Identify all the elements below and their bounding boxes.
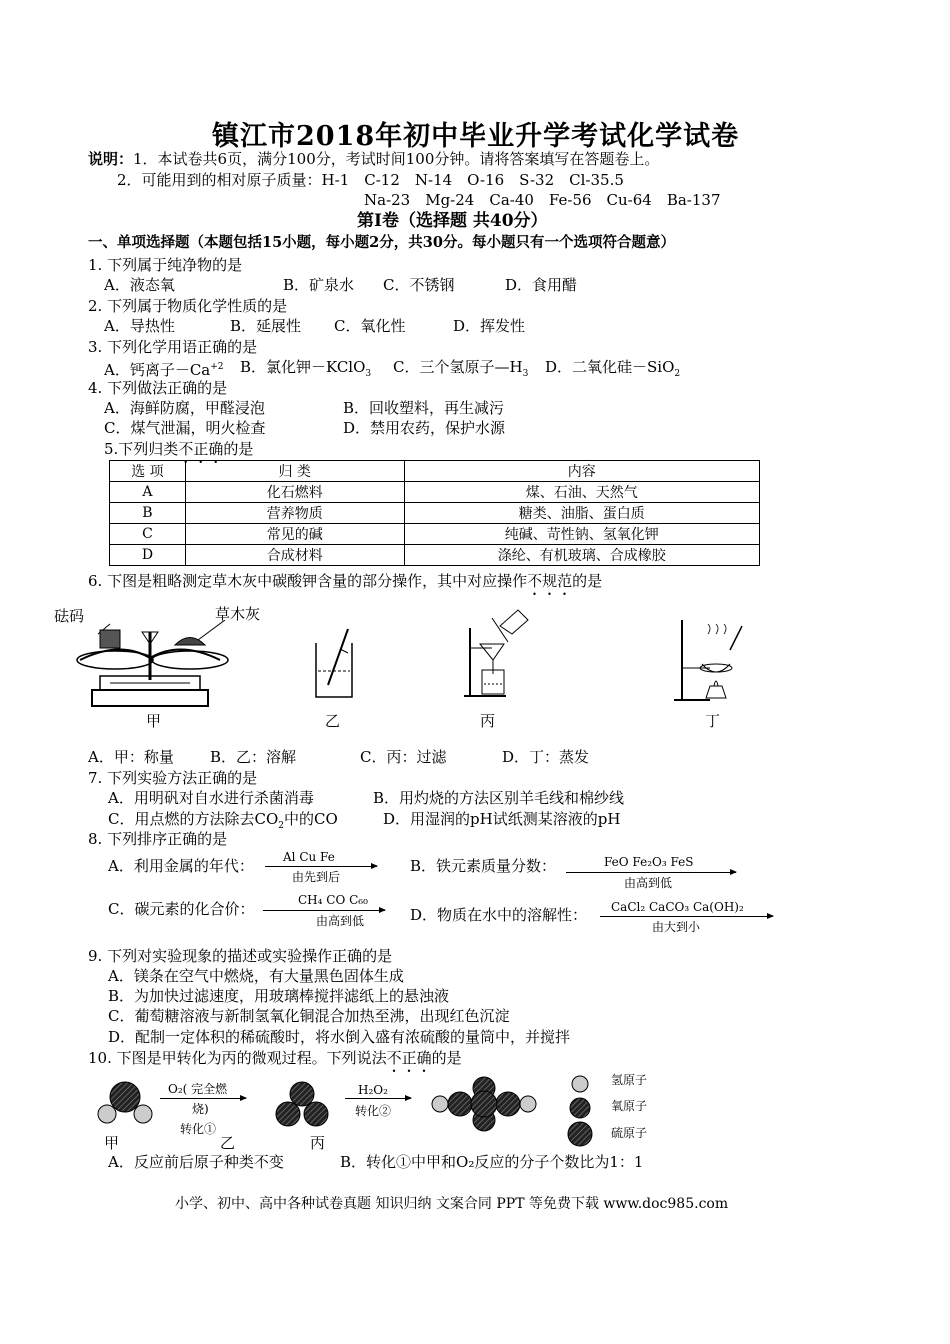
q4-stem: 4. 下列做法正确的是 (88, 379, 228, 397)
table-cell: 纯碱、苛性钠、氢氧化钾 (404, 524, 759, 545)
q8-option-a-label: A．利用金属的年代： (108, 857, 254, 875)
table-cell: 化石燃料 (185, 482, 404, 503)
q3-option-a (104, 358, 224, 379)
label-jia: 甲 (146, 712, 162, 730)
q7-option-d: D．用湿润的pH试纸测某溶液的pH (383, 810, 621, 828)
table-cell: 煤、石油、天然气 (404, 482, 759, 503)
dissolve-figure (312, 625, 360, 703)
table-cell: 营养物质 (185, 503, 404, 524)
table-cell: C (110, 524, 186, 545)
table-header: 内容 (404, 461, 759, 482)
q10-label-yi: 乙 (220, 1134, 236, 1152)
q10-arrow1-top: O₂( 完全燃 (168, 1082, 228, 1096)
q8-option-b-items: FeO Fe₂O₃ FeS (604, 855, 694, 869)
q7-option-c-text: C．用点燃的方法除去CO (108, 810, 279, 828)
label-yi: 乙 (325, 712, 341, 730)
q9-stem: 9. 下列对实验现象的描述或实验操作正确的是 (88, 947, 393, 965)
q6-stem-emphasis: 不规范 (527, 572, 573, 590)
q7-option-b: B．用灼烧的方法区别羊毛线和棉纱线 (373, 789, 625, 807)
q1-option-b: B．矿泉水 (283, 276, 355, 294)
q1-option-d: D．食用醋 (505, 276, 578, 294)
q8-stem: 8. 下列排序正确的是 (88, 830, 228, 848)
filter-figure (462, 608, 534, 700)
legend-sulfur: 硫原子 (611, 1126, 648, 1140)
q3-option-a-sup: +2 (210, 362, 224, 372)
q8-option-d-arrow (600, 916, 773, 917)
q2-option-b: B．延展性 (230, 317, 302, 335)
table-row (110, 524, 760, 545)
section-title: 第Ⅰ卷（选择题 共40分） (357, 211, 548, 231)
q1-stem: 1. 下列属于纯净物的是 (88, 256, 243, 274)
q10-stem-emphasis: 不正确 (386, 1049, 432, 1067)
q2-stem: 2. 下列属于物质化学性质的是 (88, 297, 288, 315)
q1-option-c: C．不锈钢 (383, 276, 455, 294)
q2-option-a: A．导热性 (104, 317, 175, 335)
molecule-jia (96, 1080, 154, 1128)
q3-option-d-text: D．二氧化硅－SiO (545, 358, 675, 376)
q6-stem-post: 的是 (572, 572, 603, 590)
q8-option-a-order: 由先到后 (292, 870, 341, 884)
q8-option-b-label: B．铁元素质量分数： (410, 857, 557, 875)
atom-legend-icons (564, 1074, 596, 1148)
q9-option-c: C．葡萄糖溶液与新制氢氧化铜混合加热至沸，出现红色沉淀 (108, 1007, 510, 1025)
q3-option-d (545, 358, 680, 383)
table-row (110, 545, 760, 566)
q8-option-d-label: D．物质在水中的溶解性： (410, 906, 588, 924)
q8-option-c-arrow (263, 910, 385, 911)
q2-option-c: C．氧化性 (334, 317, 406, 335)
q8-option-c-label: C．碳元素的化合价： (108, 900, 255, 918)
q10-arrow2-label: 转化② (355, 1104, 392, 1118)
q4-option-d: D．禁用农药，保护水源 (343, 419, 506, 437)
notes-label: 说明： (88, 150, 134, 168)
footer-text: 小学、初中、高中各种试卷真题 知识归纳 文案合同 PPT 等免费下载 www.doc985.com (175, 1196, 729, 1212)
legend-oxygen: 氧原子 (611, 1099, 648, 1113)
label-bing: 丙 (480, 712, 496, 730)
q10-arrow1-label: 转化① (180, 1122, 217, 1136)
q5-stem-pre: 5.下列归类 (104, 440, 179, 458)
q7-option-c-tail: 中的CO (284, 810, 338, 828)
q7-option-a: A．用明矾对自水进行杀菌消毒 (108, 789, 314, 807)
q9-option-a: A．镁条在空气中燃烧，有大量黑色固体生成 (108, 967, 404, 985)
q8-option-c-order: 由高到低 (316, 914, 365, 928)
q5-stem-emphasis: 不正确 (178, 440, 224, 458)
table-cell: B (110, 503, 186, 524)
q10-stem (88, 1049, 462, 1076)
table-header-row (110, 461, 760, 482)
q3-option-b-sub: 3 (365, 369, 372, 379)
notes-line-2: 2．可能用到的相对原子质量：H-1 C-12 N-14 O-16 S-32 Cl-35.5 (117, 171, 624, 189)
notes-line-1 (88, 150, 659, 168)
q10-label-bing: 丙 (310, 1134, 326, 1152)
q3-option-c-sub: 3 (522, 369, 529, 379)
notes-text-1: 1．本试卷共6页，满分100分，考试时间100分钟。请将答案填写在答题卷上。 (133, 150, 660, 168)
page-title: 镇江市2018年初中毕业升学考试化学试卷 (212, 121, 740, 152)
q7-option-c-sub: 2 (278, 821, 284, 831)
table-cell: A (110, 482, 186, 503)
q10-stem-pre: 10. 下图是甲转化为丙的微观过程。下列说法 (88, 1049, 387, 1067)
q6-option-a: A．甲：称量 (88, 748, 174, 766)
q8-option-c-items: CH₄ CO C₆₀ (298, 893, 368, 907)
q4-option-a: A．海鲜防腐，甲醛浸泡 (104, 399, 265, 417)
q6-option-b: B．乙：溶解 (210, 748, 297, 766)
q3-option-a-text: A．钙离子－Ca (104, 361, 211, 379)
q9-option-d: D．配制一定体积的稀硫酸时，将水倒入盛有浓硫酸的量筒中，并搅拌 (108, 1028, 571, 1046)
q10-label-jia: 甲 (104, 1134, 120, 1152)
q3-stem: 3. 下列化学用语正确的是 (88, 338, 258, 356)
table-header: 选 项 (110, 461, 186, 482)
q10-option-a: A．反应前后原子种类不变 (108, 1153, 284, 1171)
q3-option-d-sub: 2 (674, 369, 681, 379)
q6-stem (88, 572, 602, 599)
q5-stem-post: 的是 (223, 440, 254, 458)
table-row (110, 482, 760, 503)
q2-option-d: D．挥发性 (453, 317, 526, 335)
q10-arrow1-bottom: 烧) (192, 1102, 209, 1116)
q10-arrow1 (160, 1098, 246, 1099)
classification-table (109, 460, 760, 566)
q8-option-b-order: 由高到低 (624, 876, 673, 890)
legend-hydrogen: 氢原子 (611, 1073, 648, 1087)
table-cell: 糖类、油脂、蛋白质 (404, 503, 759, 524)
q9-option-b: B．为加快过滤速度，用玻璃棒搅拌滤纸上的悬浊液 (108, 987, 450, 1005)
table-cell: 涤纶、有机玻璃、合成橡胶 (404, 545, 759, 566)
q8-option-a-arrow (265, 866, 377, 867)
q3-option-b (240, 358, 371, 383)
q8-option-b-arrow (566, 872, 736, 873)
molecule-bing (430, 1076, 538, 1132)
q8-option-d-items: CaCl₂ CaCO₃ Ca(OH)₂ (611, 900, 744, 914)
table-header: 归 类 (185, 461, 404, 482)
q10-arrow2 (345, 1098, 411, 1099)
label-ding: 丁 (705, 712, 721, 730)
q6-option-c: C．丙：过滤 (360, 748, 447, 766)
balance-figure (70, 620, 230, 712)
q10-arrow2-top: H₂O₂ (358, 1083, 388, 1097)
q1-option-a: A．液态氧 (104, 276, 175, 294)
q10-option-b: B．转化①中甲和O₂反应的分子个数比为1：1 (340, 1153, 644, 1171)
label-weights: 砝码 (54, 607, 85, 625)
part1-heading: 一、单项选择题（本题包括15小题，每小题2分，共30分。每小题只有一个选项符合题意） (88, 234, 675, 251)
q3-option-b-text: B．氯化钾－KClO (240, 358, 366, 376)
q10-stem-post: 的是 (431, 1049, 462, 1067)
q6-option-d: D．丁：蒸发 (502, 748, 590, 766)
q4-option-c: C．煤气泄漏，明火检查 (104, 419, 266, 437)
table-cell: 常见的碱 (185, 524, 404, 545)
q4-option-b: B．回收塑料，再生减污 (343, 399, 505, 417)
q7-stem: 7. 下列实验方法正确的是 (88, 769, 258, 787)
notes-line-3: Na-23 Mg-24 Ca-40 Fe-56 Cu-64 Ba-137 (364, 191, 721, 209)
table-cell: 合成材料 (185, 545, 404, 566)
q3-option-c-text: C．三个氢原子—H (393, 358, 523, 376)
q8-option-a-items: Al Cu Fe (283, 850, 335, 864)
q3-option-c (393, 358, 528, 383)
q6-stem-pre: 6. 下图是粗略测定草木灰中碳酸钾含量的部分操作，其中对应操作 (88, 572, 528, 590)
molecule-yi (274, 1080, 330, 1130)
table-row (110, 503, 760, 524)
evaporate-figure (670, 620, 756, 702)
table-cell: D (110, 545, 186, 566)
q8-option-d-order: 由大到小 (652, 920, 701, 934)
label-ash: 草木灰 (215, 605, 261, 623)
